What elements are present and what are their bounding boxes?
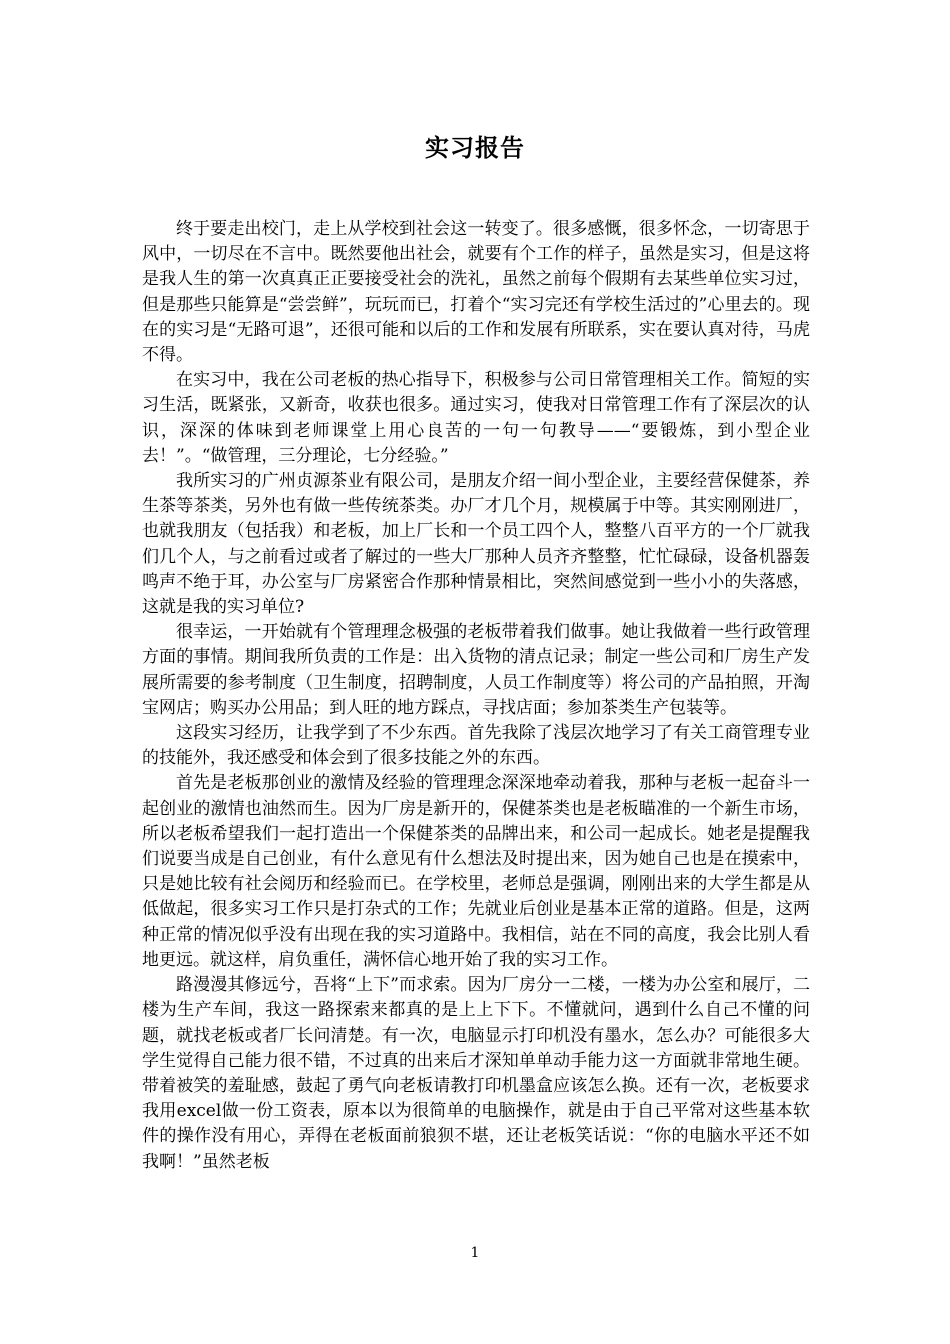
paragraph: 路漫漫其修远兮，吾将“上下”而求索。因为厂房分一二楼，一楼为办公室和展厅，二楼为生产车间，我这一路探索来都真的是上上下下。不懂就问，遇到什么自己不懂的问题，就找老板或者厂长问清楚。有一次，电脑显示打印机没有墨水，怎么办？可能很多大学生觉得自己能力很不错，不过真的出来后才深知单单动手能力这一方面就非常地生硬。带着被笑的羞耻感，鼓起了勇气向老板请教打印机墨盒应该怎么换。还有一次，老板要求我用excel做一份工资表，原本以为很简单的电脑操作，就是由于自己平常对这些基本软件的操作没有用心，弄得在老板面前狼狈不堪，还让老板笑话说：“你的电脑水平还不如我啊！”虽然老板	[142, 975, 810, 1172]
paragraph: 在实习中，我在公司老板的热心指导下，积极参与公司日常管理相关工作。简短的实习生活，既紧张，又新奇，收获也很多。通过实习，使我对日常管理工作有了深层次的认识，深深的体味到老师课堂上用心良苦的一句一句教导——“要锻炼，到小型企业去！”。“做管理，三分理论，七分经验。”	[142, 370, 810, 466]
paragraph: 很幸运，一开始就有个管理理念极强的老板带着我们做事。她让我做着一些行政管理方面的事情。期间我所负责的工作是：出入货物的清点记录；制定一些公司和厂房生产发展所需要的参考制度（卫生制度，招聘制度，人员工作制度等）将公司的产品拍照，开淘宝网店；购买办公用品；到人旺的地方踩点，寻找店面；参加茶类生产包装等。	[142, 622, 810, 718]
page-number: 1	[470, 1245, 480, 1261]
paragraph: 终于要走出校门，走上从学校到社会这一转变了。很多感慨，很多怀念，一切寄思于风中，一切尽在不言中。既然要他出社会，就要有个工作的样子，虽然是实习，但是这将是我人生的第一次真真正正要接受社会的洗礼，虽然之前每个假期有去某些单位实习过，但是那些只能算是“尝尝鲜”，玩玩而已，打着个“实习完还有学校生活过的”心里去的。现在的实习是“无路可退”，还很可能和以后的工作和发展有所联系，实在要认真对待，马虎不得。	[142, 219, 810, 366]
document-title: 实习报告	[425, 134, 525, 162]
document-body	[142, 217, 810, 1175]
paragraph: 这段实习经历，让我学到了不少东西。首先我除了浅层次地学习了有关工商管理专业的技能外，我还感受和体会到了很多技能之外的东西。	[142, 723, 810, 769]
paragraph: 我所实习的广州贞源茶业有限公司，是朋友介绍一间小型企业，主要经营保健茶，养生茶等茶类，另外也有做一些传统茶类。办厂才几个月，规模属于中等。其实刚刚进厂，也就我朋友（包括我）和老板，加上厂长和一个员工四个人，整整八百平方的一个厂就我们几个人，与之前看过或者了解过的一些大厂那种人员齐齐整整，忙忙碌碌，设备机器轰鸣声不绝于耳，办公室与厂房紧密合作那种情景相比，突然间感觉到一些小小的失落感，这就是我的实习单位?	[142, 471, 810, 618]
paragraph: 首先是老板那创业的激情及经验的管理理念深深地牵动着我，那种与老板一起奋斗一起创业的激情也油然而生。因为厂房是新开的，保健茶类也是老板瞄准的一个新生市场，所以老板希望我们一起打造出一个保健茶类的品牌出来，和公司一起成长。她老是提醒我们说要当成是自己创业，有什么意见有什么想法及时提出来，因为她自己也是在摸索中，只是她比较有社会阅历和经验而已。在学校里，老师总是强调，刚刚出来的大学生都是从低做起，很多实习工作只是打杂式的工作；先就业后创业是基本正常的道路。但是，这两种正常的情况似乎没有出现在我的实习道路中。我相信，站在不同的高度，我会比别人看地更远。就这样，肩负重任，满怀信心地开始了我的实习工作。	[142, 773, 810, 970]
